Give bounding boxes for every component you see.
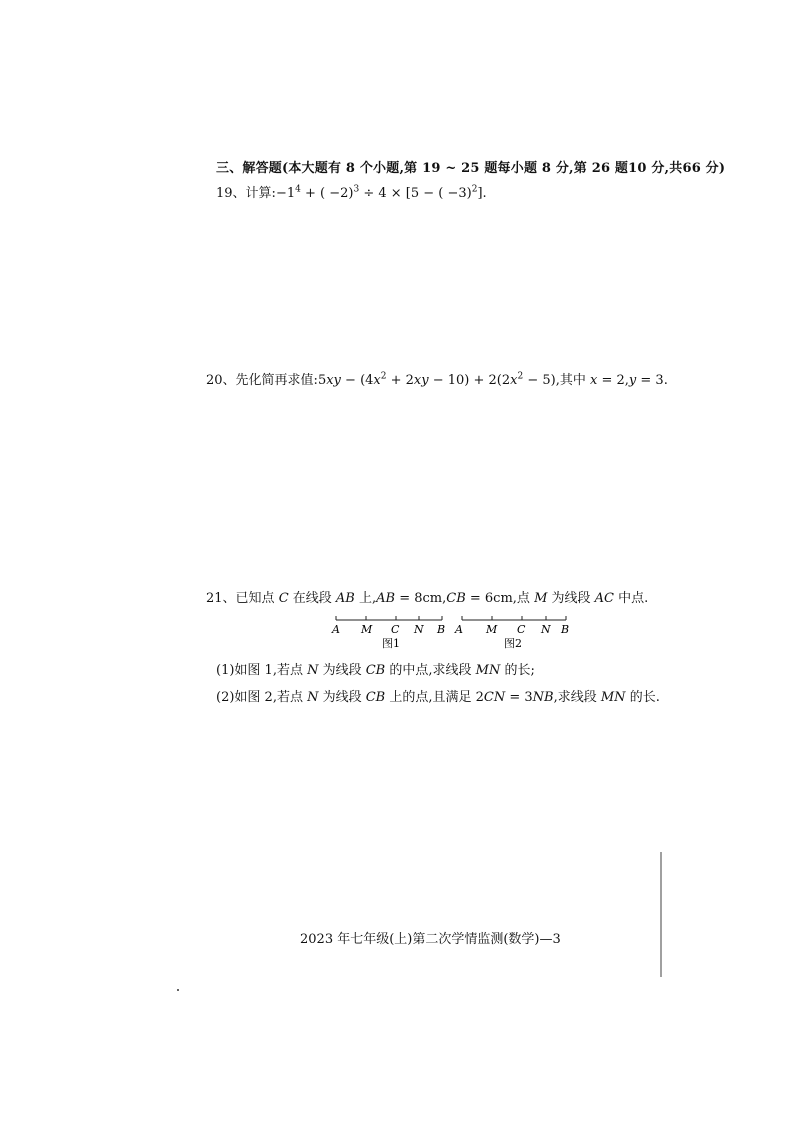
fig1-caption: 图1 <box>382 637 400 650</box>
fig1-point-M: M <box>361 623 373 636</box>
question-number: 19、 <box>216 186 246 201</box>
scan-edge-line <box>660 852 662 977</box>
question-19: 19、计算$:-1^4$ + ( −2)$^3$ ÷ 4 × [5 − ( −3)$^2$]. <box>216 184 487 201</box>
fig2-point-C: C <box>517 623 526 636</box>
fig2-point-B: B <box>561 623 570 636</box>
question-prompt: 先化简再求值: <box>235 373 318 388</box>
question-21-part-2: (2)如图 2,若点 N 为线段 CB 上的点,且满足 2CN = 3NB,求线段 MN 的长. <box>216 690 660 705</box>
question-21: 21、已知点 C 在线段 AB 上,AB = 8cm,CB = 6cm,点 M 为线段 AC 中点. <box>206 591 649 606</box>
fig2-point-A: A <box>455 623 463 636</box>
question-prompt: 计算: <box>245 186 276 201</box>
section-heading: 三、解答题(本大题有 8 个小题,第 19 ~ 25 题每小题 8 分,第 26 题10 分,共66 分) <box>216 161 726 176</box>
fig1-point-A: A <box>332 623 340 636</box>
segment-figures-svg <box>322 614 582 654</box>
fig2-point-M: M <box>486 623 498 636</box>
fig2-point-N: N <box>541 623 551 636</box>
fig1-point-N: N <box>414 623 424 636</box>
question-number: 21、 <box>206 591 236 606</box>
page-footer: 2023 年七年级(上)第二次学情监测(数学)—3 <box>300 932 561 947</box>
fig1-point-C: C <box>391 623 400 636</box>
segment-figures <box>322 614 582 654</box>
figure-2 <box>454 616 569 650</box>
fig2-caption: 图2 <box>504 637 522 650</box>
question-number: 20、 <box>206 373 236 388</box>
question-20: 20、先化简再求值:5xy − $(4x^2 + 2xy - 10) + 2(2x^2 - 5)$,其中 x = 2,y = 3. <box>206 371 668 388</box>
figure-1 <box>331 616 445 650</box>
question-21-part-1: (1)如图 1,若点 N 为线段 CB 的中点,求线段 MN 的长; <box>216 663 535 678</box>
scan-speck <box>177 989 179 991</box>
fig1-point-B: B <box>437 623 446 636</box>
